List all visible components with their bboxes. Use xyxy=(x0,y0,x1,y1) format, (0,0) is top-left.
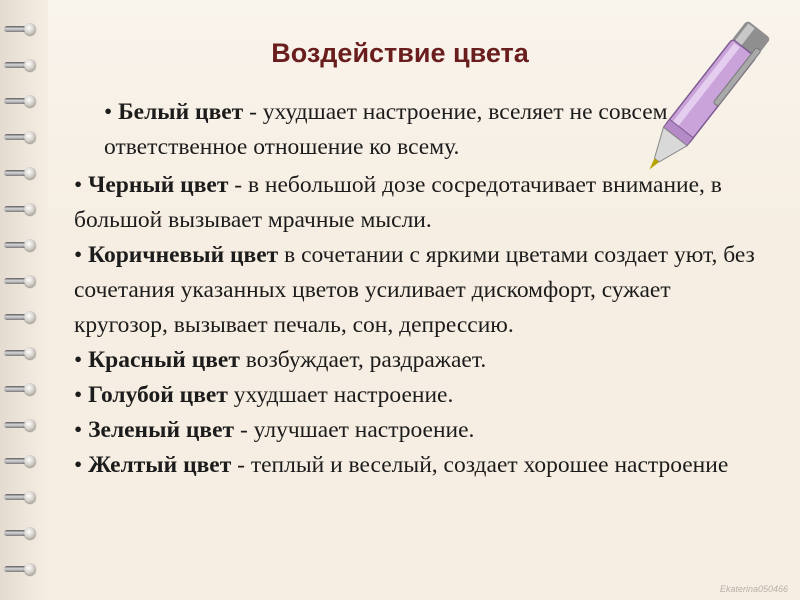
list-item xyxy=(74,95,764,165)
item-label: Красный цвет xyxy=(88,347,240,373)
item-label: Зеленый цвет xyxy=(88,417,235,443)
list-item xyxy=(74,238,764,343)
spiral-ring-icon xyxy=(4,166,38,180)
bullet: • xyxy=(74,417,83,443)
bullet: • xyxy=(104,99,113,125)
spiral-ring-icon xyxy=(4,274,38,288)
item-label: Черный цвет xyxy=(88,172,229,198)
bullet: • xyxy=(74,347,83,373)
spiral-ring-icon xyxy=(4,562,38,576)
item-text: в сочетании с яркими цветами создает уют, без сочетания указанных цветов усиливает дискомфорт, сужает кругозор, вызывает печаль, сон, депрессию. xyxy=(74,242,755,338)
item-label: Белый цвет xyxy=(118,99,244,125)
item-text: - улучшает настроение. xyxy=(234,417,475,443)
item-text: возбуждает, раздражает. xyxy=(239,347,487,373)
list-item xyxy=(74,343,764,378)
list-item xyxy=(74,448,764,483)
bullet: • xyxy=(74,452,83,478)
spiral-ring-icon xyxy=(4,22,38,36)
list-item xyxy=(74,413,764,448)
spiral-ring-icon xyxy=(4,94,38,108)
spiral-ring-icon xyxy=(4,346,38,360)
spiral-ring-icon xyxy=(4,310,38,324)
spiral-ring-icon xyxy=(4,418,38,432)
spiral-ring-icon xyxy=(4,490,38,504)
bullet: • xyxy=(74,382,83,408)
item-text: - ухудшает настроение, вселяет не совсем ответственное отношение ко всему. xyxy=(104,99,668,160)
spiral-ring-icon xyxy=(4,238,38,252)
item-text: - в небольшой дозе сосредотачивает внимание, в большой вызывает мрачные мысли. xyxy=(74,172,722,233)
spiral-ring-icon xyxy=(4,454,38,468)
watermark: Ekaterina050466 xyxy=(719,584,788,594)
item-label: Голубой цвет xyxy=(88,382,228,408)
spiral-ring-icon xyxy=(4,526,38,540)
spiral-ring-icon xyxy=(4,202,38,216)
item-label: Желтый цвет xyxy=(88,452,232,478)
item-text: - теплый и веселый, создает хорошее настроение xyxy=(231,452,729,478)
item-label: Коричневый цвет xyxy=(88,242,279,268)
spiral-ring-icon xyxy=(4,382,38,396)
spiral-ring-icon xyxy=(4,58,38,72)
list-item xyxy=(74,168,764,238)
slide-title: Воздействие цвета xyxy=(271,38,529,68)
spiral-ring-icon xyxy=(4,130,38,144)
item-text: ухудшает настроение. xyxy=(227,382,454,408)
content xyxy=(74,95,764,483)
bullet: • xyxy=(74,172,83,198)
notebook-spine xyxy=(0,0,48,600)
list-item xyxy=(74,378,764,413)
bullet: • xyxy=(74,242,83,268)
